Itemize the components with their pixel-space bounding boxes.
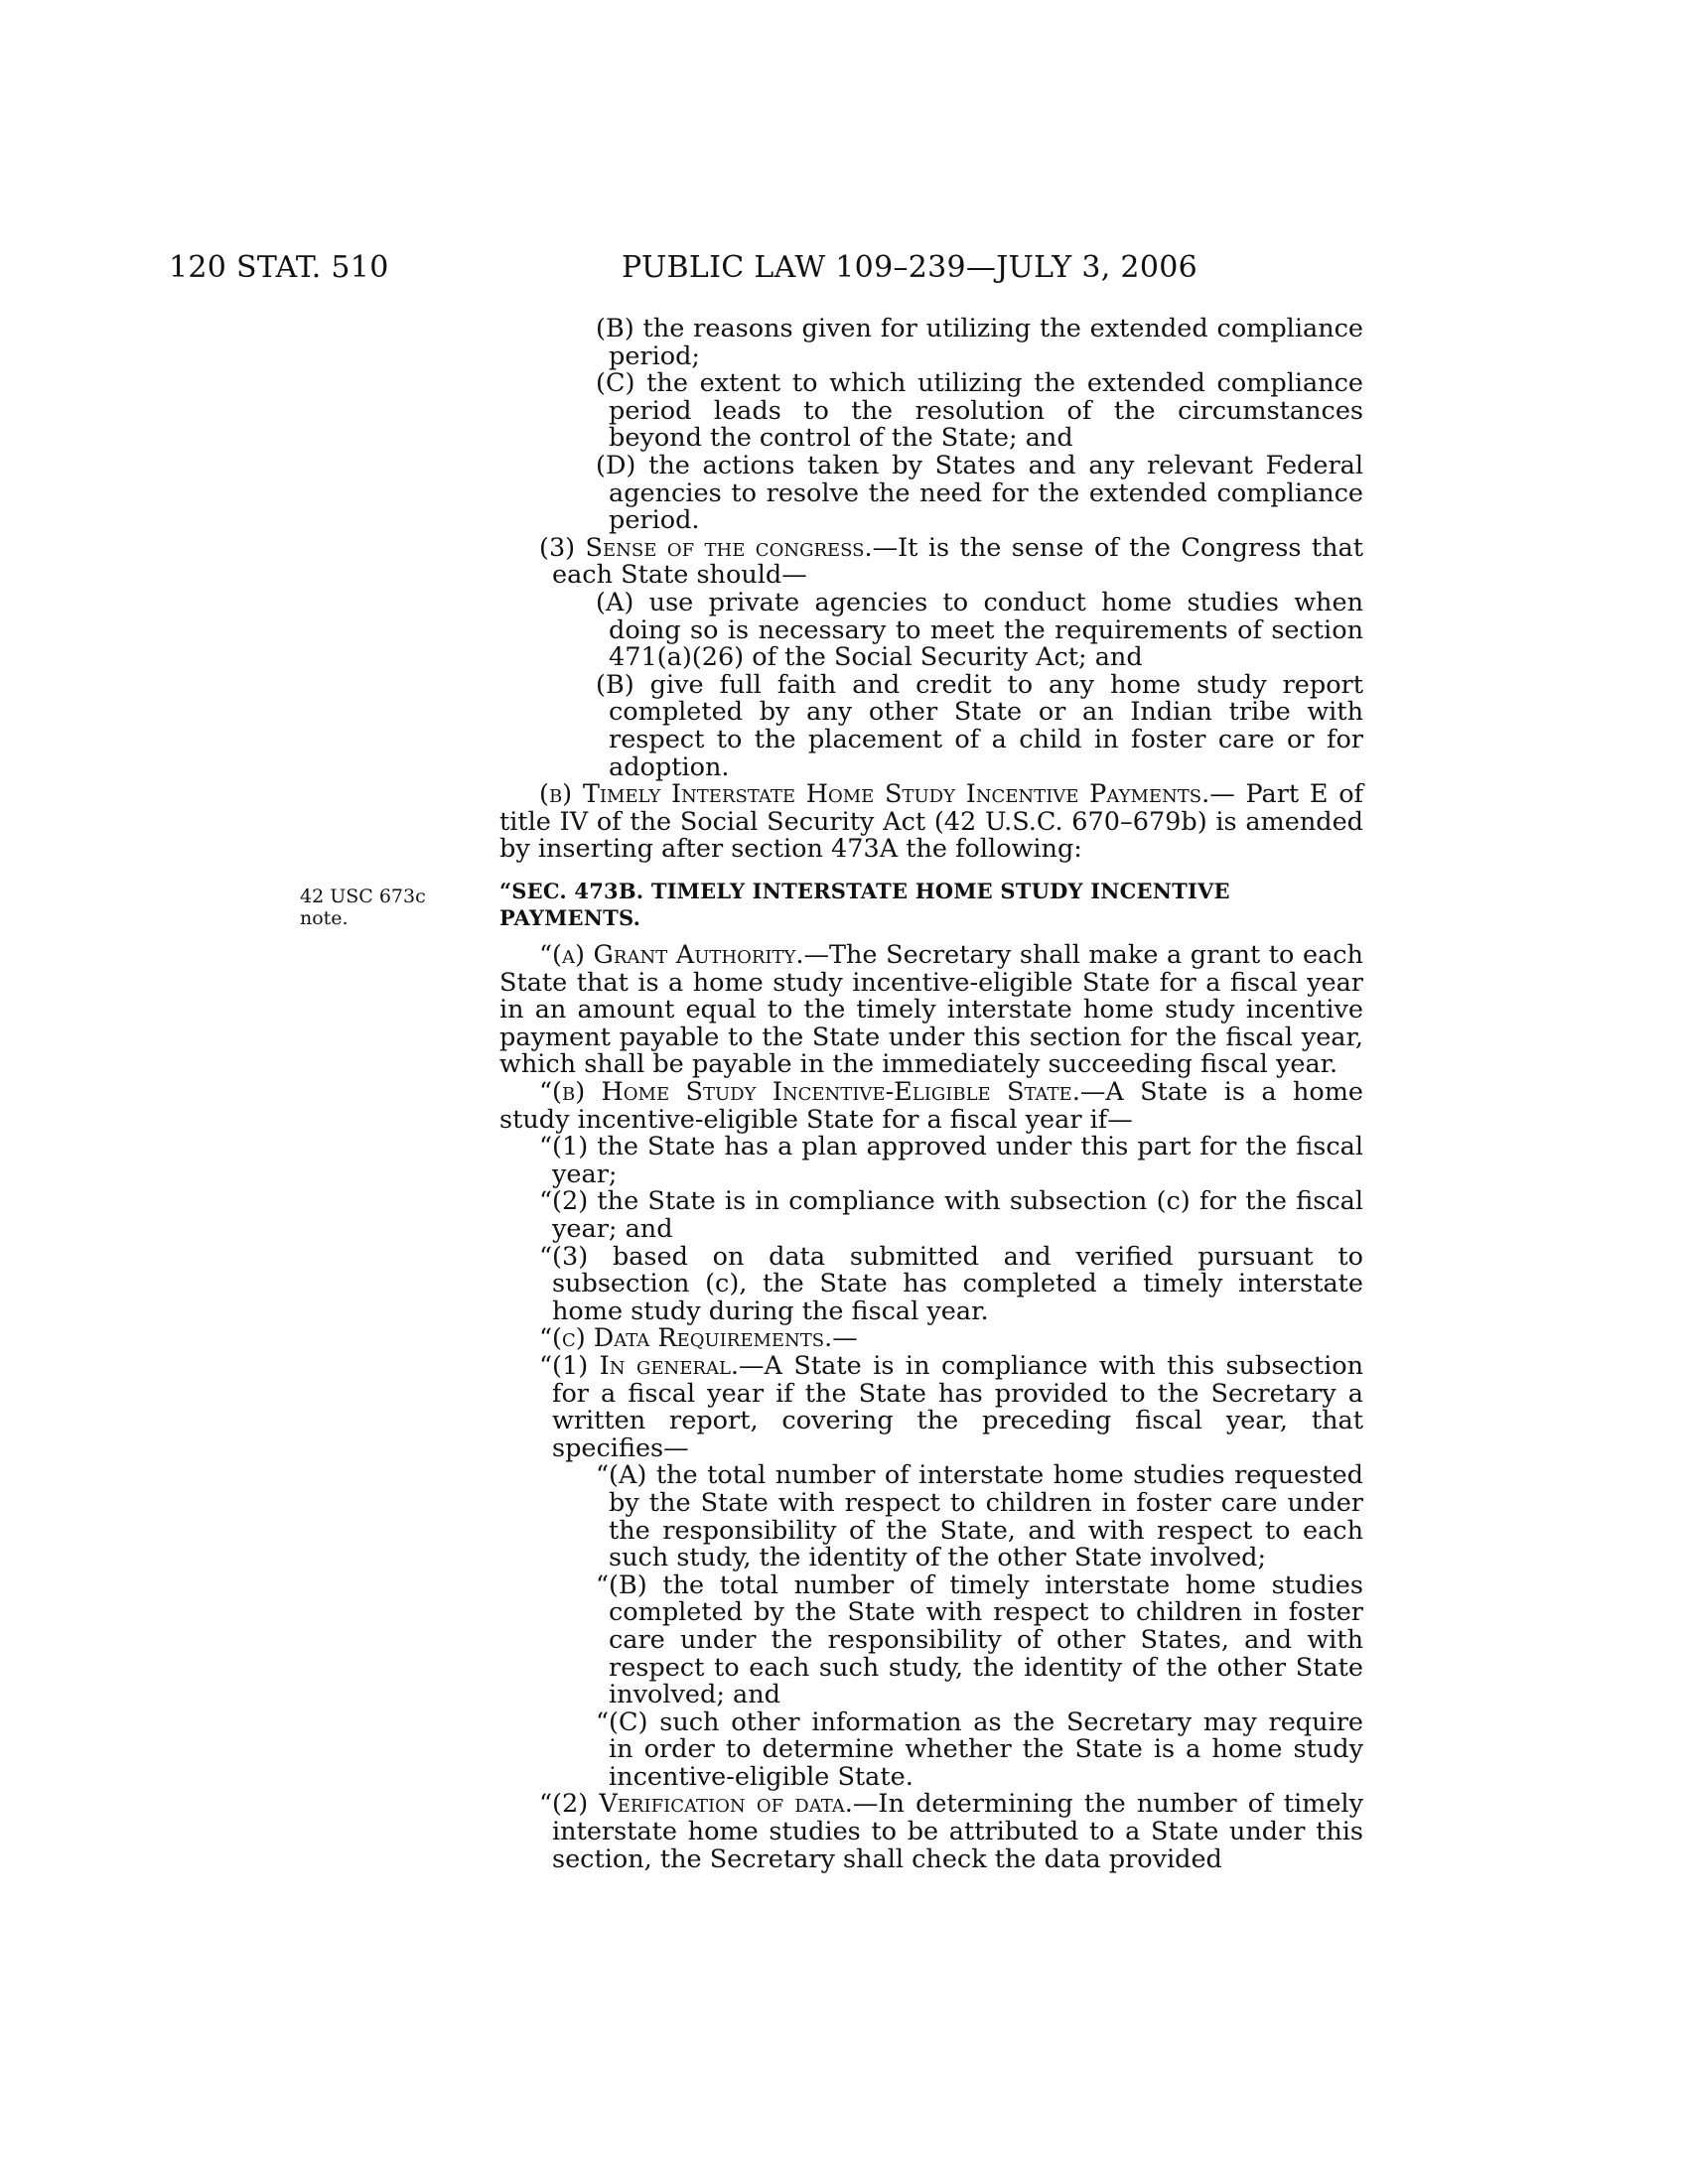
paragraph-text: —In determining the number of timely interstate home studies to be attributed to a State under this section, the Secretary shall check the data provided	[552, 1789, 1363, 1874]
paragraph-3-sense-of-congress	[499, 532, 1363, 591]
paragraph-c-other-information: “(C) such other information as the Secretary may require in order to determine whether the State is a home study incentive-eligible State.	[596, 1706, 1363, 1792]
paragraph-d-actions: (D) the actions taken by States and any relevant Federal agencies to resolve the need for the extended compliance period.	[596, 450, 1363, 536]
paragraph-3-data-submitted: “(3) based on data submitted and verified pursuant to subsection (c), the State has completed a timely interstate home study during the fiscal year.	[539, 1241, 1363, 1326]
subsection-heading: (b) Timely Interstate Home Study Incentive Payments.	[539, 779, 1210, 810]
paragraph-a-private-agencies: (A) use private agencies to conduct home studies when doing so is necessary to meet the requirements of section 471(a)(26) of the Social Security Act; and	[596, 587, 1363, 673]
paragraph-a-requested-studies: “(A) the total number of interstate home studies requested by the State with respect to children in foster care under the responsibility of the State, and with respect to each such study, the identity of the other State involved;	[596, 1460, 1363, 1573]
paragraph-text: —A State is in compliance with this subsection for a fiscal year if the State has provided to the Secretary a written report, covering the preceding fiscal year, that specifies—	[552, 1350, 1364, 1463]
paragraph-1-plan-approved: “(1) the State has a plan approved under this part for the fiscal year;	[539, 1132, 1363, 1189]
paragraph-heading: (3) Sense of the congress.	[539, 532, 873, 563]
subsection-text: —The Secretary shall make a grant to each State that is a home study incentive-eligible State for a fiscal year in an amount equal to the timely interstate home study incentive payment payable to the State under this section for the fiscal year, which shall be payable in the immediately succeeding fiscal year.	[499, 940, 1363, 1080]
section-heading: “SEC. 473B. TIMELY INTERSTATE HOME STUDY INCENTIVE PAYMENTS.	[499, 878, 1230, 931]
paragraph-heading: “(2) Verification of data.	[539, 1789, 853, 1820]
subsection-a-grant-authority	[499, 942, 1363, 1079]
subsection-heading: “(a) Grant Authority.	[539, 940, 804, 971]
subsection-heading: “(c) Data Requirements.	[539, 1323, 833, 1354]
paragraph-2-compliance: “(2) the State is in compliance with subsection (c) for the fiscal year; and	[539, 1186, 1363, 1244]
subsection-text: —A State is a home study incentive-eligible State for a fiscal year if—	[499, 1077, 1363, 1135]
subsection-heading: “(b) Home Study Incentive-Eligible State.	[539, 1077, 1080, 1108]
paragraph-b-completed-studies: “(B) the total number of timely interstate home studies completed by the State with respect to children in foster care under the responsibility of other States, and with respect to each such study, the identity of the other State involved; and	[596, 1570, 1363, 1710]
document-body	[499, 316, 1363, 1873]
subsection-c-data-requirements	[499, 1325, 1363, 1353]
margin-note-label: note.	[300, 907, 349, 929]
paragraph-b-full-faith: (B) give full faith and credit to any home study report completed by any other State or an Indian tribe with respect to the placement of a child in foster care or for adoption.	[596, 669, 1363, 782]
paragraph-1-in-general	[499, 1350, 1364, 1463]
paragraph-c-extent: (C) the extent to which utilizing the extended compliance period leads to the resolution of the circumstances beyond the control of the State; and	[596, 368, 1363, 454]
margin-note-citation: 42 USC 673c	[300, 886, 426, 907]
subsection-b-eligible-state	[499, 1079, 1363, 1134]
paragraph-2-verification	[499, 1791, 1363, 1873]
margin-note	[300, 886, 469, 929]
page-header	[169, 248, 1221, 288]
paragraph-heading: “(1) In general.	[539, 1350, 740, 1381]
public-law-title: PUBLIC LAW 109–239—JULY 3, 2006	[622, 250, 1197, 285]
subsection-text: — Part E of title IV of the Social Security Act (42 U.S.C. 670–679b) is amended by inserting after section 473A the following:	[499, 779, 1363, 865]
statute-page-number: 120 STAT. 510	[169, 250, 389, 285]
subsection-text: —	[832, 1323, 858, 1354]
paragraph-text: —It is the sense of the Congress that each State should—	[552, 532, 1363, 591]
subsection-b-incentive-payments	[499, 781, 1363, 864]
paragraph-b-reasons: (B) the reasons given for utilizing the extended compliance period;	[596, 314, 1363, 371]
